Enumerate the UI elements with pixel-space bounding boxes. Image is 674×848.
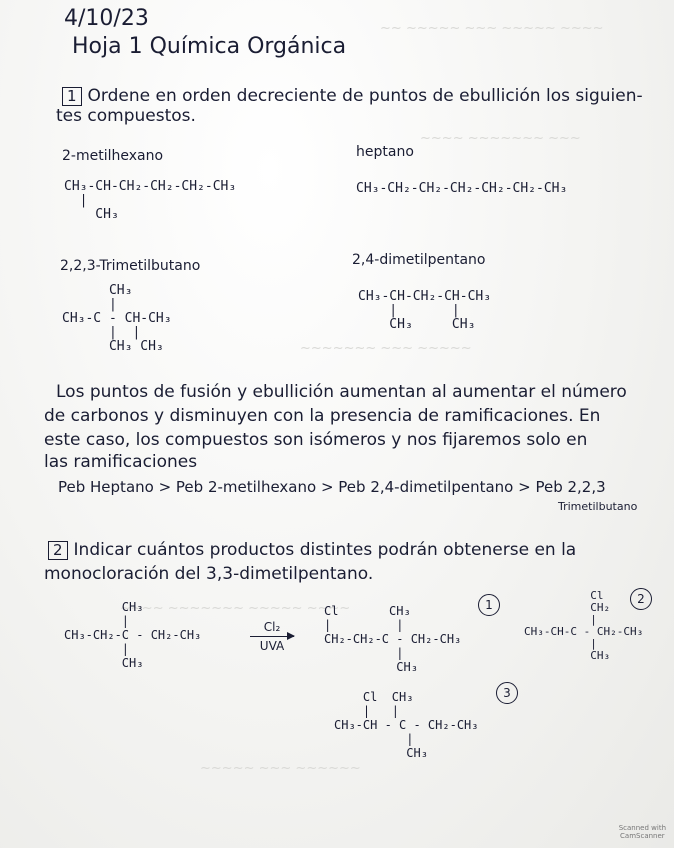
reactant-formula: CH₃ | CH₃-CH₂-C - CH₂-CH₃ | CH₃ [64,600,202,670]
compound-formula: CH₃ | CH₃-C - CH-CH₃ | | CH₃ CH₃ [62,283,172,354]
product-formula: Cl CH₂ | CH₃-CH-C - CH₂-CH₃ | CH₃ [524,589,644,662]
bleed-through-text: ~~~~ ~~~~~ ~~~ ~~~~~ ~~ [380,20,604,35]
exercise-1-number: 1 [62,87,82,106]
exercise-1-prompt-line2: tes compuestos. [56,106,196,126]
compound-name: 2-metilhexano [62,148,164,164]
reaction-arrow [250,620,294,653]
product-number-badge: 3 [496,682,518,704]
compound-name: 2,2,3-Trimetilbutano [60,258,201,274]
scanner-watermark: Scanned with CamScanner [618,824,666,840]
exercise-2-number: 2 [48,541,68,560]
exercise-1-answer: Peb Heptano > Peb 2-metilhexano > Peb 2,4-dimetilpentano > Peb 2,2,3 [58,478,606,496]
explanation-line: Los puntos de fusión y ebullición aumentan al aumentar el número [56,382,627,402]
page-title: Hoja 1 Química Orgánica [72,34,347,59]
compound-name: 2,4-dimetilpentano [352,252,486,268]
explanation-line: de carbonos y disminuyen con la presencia de ramificaciones. En [44,406,601,426]
exercise-2-prompt-line2: monocloración del 3,3-dimetilpentano. [44,564,374,584]
exercise-2-prompt: 2 Indicar cuántos productos distintes podrán obtenerse en la [48,540,576,560]
exercise-1-answer-sub: Trimetilbutano [558,500,638,513]
explanation-line: las ramificaciones [44,452,198,472]
compound-formula: CH₃-CH₂-CH₂-CH₂-CH₂-CH₂-CH₃ [356,181,568,196]
bleed-through-text: ~~~~~ ~~~ ~~~~~~~ [300,340,472,355]
condition-label: UVA [259,639,285,653]
exercise-1-prompt: 1 Ordene en orden decreciente de puntos de ebullición los siguien- [62,86,643,106]
product-formula: Cl CH₃ | | CH₃-CH - C - CH₂-CH₃ | CH₃ [334,690,479,760]
bleed-through-text: ~~~~ ~~~~~ ~~~~~~~ ~~~~ [120,600,351,615]
product-number-badge: 2 [630,588,652,610]
bleed-through-text: ~~~ ~~~~~~~ ~~~~ [420,130,581,145]
date: 4/10/23 [64,6,149,31]
compound-name: heptano [356,144,414,160]
explanation-line: este caso, los compuestos son isómeros y nos fijaremos solo en [44,430,588,450]
compound-formula: CH₃-CH-CH₂-CH-CH₃ | | CH₃ CH₃ [358,289,492,332]
product-number-badge: 1 [478,594,500,616]
compound-formula: CH₃-CH-CH₂-CH₂-CH₂-CH₃ | CH₃ [64,179,237,222]
product-formula: Cl CH₃ | | CH₂-CH₂-C - CH₂-CH₃ | CH₃ [324,604,462,674]
bleed-through-text: ~~~~~~ ~~~ ~~~~~ [200,760,361,775]
reagent-label: Cl₂ [263,620,281,634]
